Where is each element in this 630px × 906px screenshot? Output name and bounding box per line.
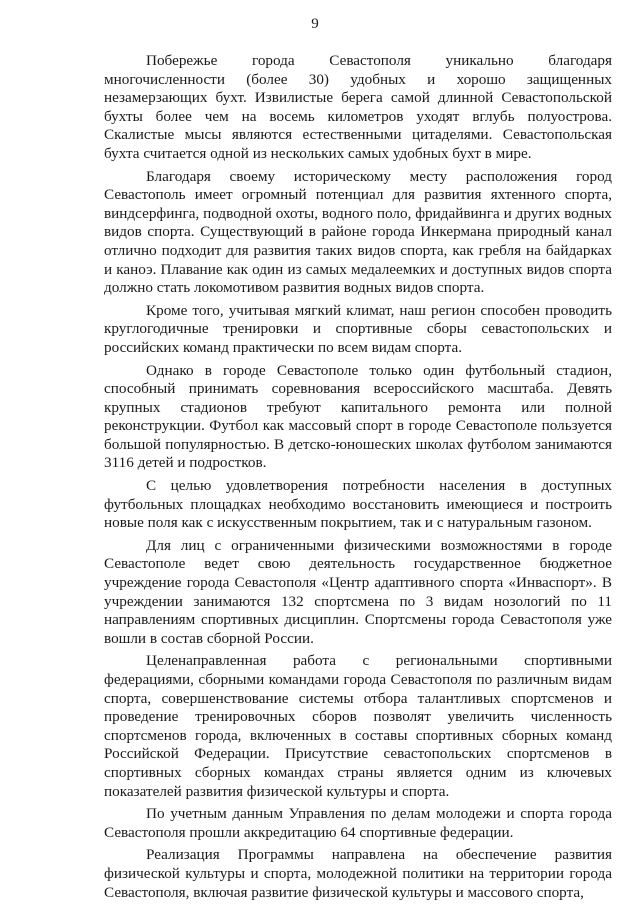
paragraph: По учетным данным Управления по делам молодежи и спорта города Севастополя прошли аккредитацию 64 спортивные федерации. <box>104 805 612 841</box>
body-text <box>104 52 612 906</box>
paragraph: Побережье города Севастополя уникально благодаря многочисленности (более 30) удобных и хорошо защищенных незамерзающих бухт. Извилистые берега самой длинной Севастопольской бухты более чем на восемь километров уходят вглубь полуострова. Скалистые мысы являются естественными цитаделями. Севастопольская бухта считается одной из нескольких самых удобных бухт в мире. <box>104 52 612 162</box>
paragraph: Реализация Программы направлена на обеспечение развития физической культуры и спорта, молодежной политики на территории города Севастополя, включая развитие физической культуры и массового спорта, <box>104 846 612 901</box>
paragraph: Кроме того, учитывая мягкий климат, наш регион способен проводить круглогодичные тренировки и спортивные сборы севастопольских и российских команд практически по всем видам спорта. <box>104 301 612 356</box>
paragraph: Благодаря своему историческому месту расположения город Севастополь имеет огромный потенциал для развития яхтенного спорта, виндсерфинга, подводной охоты, водного поло, фридайвинга и других водных видов спорта. Существующий в районе города Инкермана природный канал отлично подходит для развития таких видов спорта, как гребля на байдарках и каноэ. Плавание как один из самых медалеемких и доступных видов спорта должно стать локомотивом развития водных видов спорта. <box>104 167 612 297</box>
paragraph: Для лиц с ограниченными физическими возможностями в городе Севастополе ведет свою деятельность государственное бюджетное учреждение города Севастополя «Центр адаптивного спорта «Инваспорт». В учреждении занимаются 132 спортсмена по 3 видам нозологий по 11 направлениям спортивных дисциплин. Спортсмены города Севастополя уже вошли в состав сборной России. <box>104 536 612 647</box>
page-number: 9 <box>311 16 319 32</box>
paragraph: Целенаправленная работа с региональными спортивными федерациями, сборными командами города Севастополя по различным видам спорта, совершенствование системы отбора талантливых спортсменов и проведение тренировочных сборов позволят увеличить численность спортсменов города, включенных в составы спортивных сборных команд Российской Федерации. Присутствие севастопольских спортсменов в спортивных сборных командах страны является одним из ключевых показателей развития физической культуры и спорта. <box>104 652 612 800</box>
paragraph: Однако в городе Севастополе только один футбольный стадион, способный принимать соревнования всероссийского масштаба. Девять крупных стадионов требуют капитального ремонта или полной реконструкции. Футбол как массовый спорт в городе Севастополе пользуется большой популярностью. В детско-юношеских школах футболом занимаются 3116 детей и подростков. <box>104 361 612 472</box>
paragraph: С целью удовлетворения потребности населения в доступных футбольных площадках необходимо восстановить имеющиеся и построить новые поля как с искусственным покрытием, так и с натуральным газоном. <box>104 477 612 532</box>
